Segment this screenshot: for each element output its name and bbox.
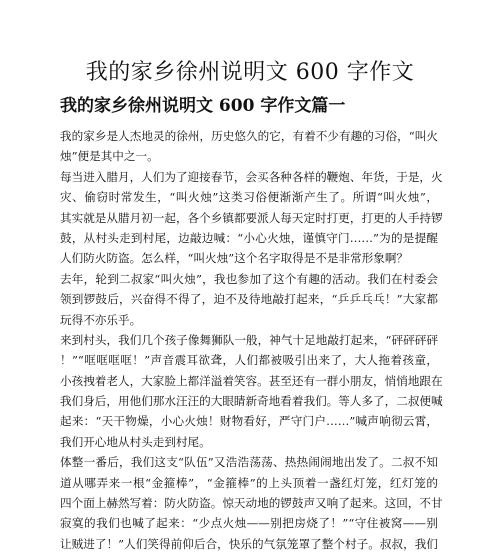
section-heading: 我的家乡徐州说明文 600 字作文篇一 bbox=[60, 96, 346, 116]
text-line: 灾、偷窃时常发生，“叫火烛”这类习俗便渐渐产生了。所谓“叫火烛”， bbox=[60, 190, 438, 205]
body-text bbox=[60, 126, 443, 554]
text-line: 我们开心地从村头走到村尾。 bbox=[60, 434, 211, 449]
text-line: 人们防火防盗。怎么样，“叫火烛”这个名字取得是不是非常形象啊？ bbox=[60, 251, 409, 266]
text-line: 让贼进了！”人们笑得前仰后合，快乐的气氛笼罩了整个村子。叔叔，我们 bbox=[60, 536, 438, 551]
text-line: 来到村头，我们几个孩子像舞狮队一般，神气十足地敲打起来，“砰砰砰砰 bbox=[60, 332, 438, 347]
text-line: 四个面上赫然写着：防火防盗。惊天动地的锣鼓声又响了起来。这回，不甘 bbox=[60, 496, 443, 511]
text-line: 鼓，从村头走到村尾，边敲边喊：“小心火烛，谨慎守门……”为的是提醒 bbox=[60, 230, 438, 245]
text-line: 起来：“天干物燥，小心火烛！财物看好，严守门户……”喊声响彻云霄， bbox=[60, 414, 438, 429]
text-line: 小孩拽着老人，大家脸上都洋溢着笑容。甚至还有一群小朋友，悄悄地跟在 bbox=[60, 373, 443, 388]
text-line: 去年，轮到二叔家“叫火烛”，我也参加了这个有趣的活动。我们在村委会 bbox=[60, 271, 438, 286]
text-line: 我的家乡是人杰地灵的徐州，历史悠久的它，有着不少有趣的习俗，“叫火 bbox=[60, 129, 438, 143]
text-line: 领到锣鼓后，兴奋得不得了，迫不及待地敲打起来，“乒乒乓乓！”大家都 bbox=[60, 292, 438, 307]
document-title: 我的家乡徐州说明文 600 字作文 bbox=[85, 60, 415, 85]
text-line: 每当进入腊月，人们为了迎接春节，会买各种各样的鞭炮、年货，于是，火 bbox=[60, 169, 443, 184]
text-line: 玩得不亦乐乎。 bbox=[60, 312, 142, 327]
text-line: 体整一番后，我们这支“队伍”又浩浩荡荡、热热闹闹地出发了。二叔不知 bbox=[60, 455, 438, 470]
text-line: 道从哪弄来一根“金箍棒”，“金箍棒”的上头顶着一盏红灯笼，红灯笼的 bbox=[60, 475, 438, 490]
text-line: 烛”便是其中之一。 bbox=[60, 149, 159, 164]
text-line: ！”“哐哐哐哐！”声音震耳欲聋，人们都被吸引出来了，大人拖着孩童， bbox=[60, 353, 438, 368]
text-line: 寂寞的我们也喊了起来：“少点火烛——别把房烧了！”“守住被窝——别 bbox=[60, 516, 438, 531]
text-line: 其实就是从腊月初一起，各个乡镇都要派人每天定时打更，打更的人手持锣 bbox=[60, 210, 443, 225]
text-line: 我们身后，用他们那水汪汪的大眼睛新奇地看着我们。等人多了，二叔便喊 bbox=[60, 394, 443, 409]
